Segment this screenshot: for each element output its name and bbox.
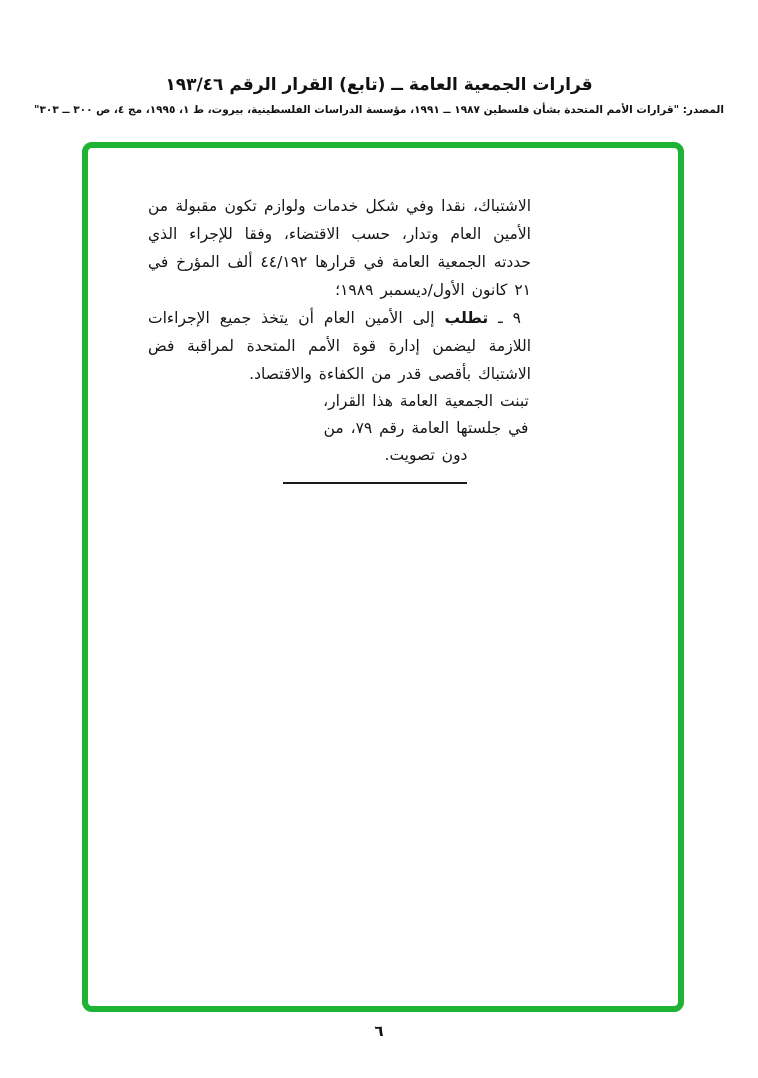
page-number: ٦ [374,1022,384,1040]
document-frame [82,142,684,1012]
paragraph-operative-9 [148,304,531,388]
page-title: قرارات الجمعية العامة ــ (تابع) القرار الرقم ١٩٣/٤٦ [165,75,593,95]
separator-rule [283,482,467,484]
paragraph-continuation: الاشتباك، نقدا وفي شكل خدمات ولوازم تكون مقبولة من الأمين العام وتدار، حسب الاقتضاء، وفقا للإجراء الذي حددته الجمعية العامة في قرارها ٤٤/١٩٢ ألف المؤرخ في ٢١ كانون الأول/ديسمبر ١٩٨٩؛ [148,197,532,299]
operative-verb: تطلب [444,309,489,327]
clause-number: ٩ ـ [498,309,521,327]
clause-text: إلى الأمين العام أن يتخذ جميع الإجراءات اللازمة ليضمن إدارة قوة الأمم المتحدة لمراقبة فض الاشتباك بأقصى قدر من الكفاءة والاقتصاد. [148,309,531,383]
resolution-text-block [148,192,531,484]
adoption-note: تبنت الجمعية العامة هذا القرار، في جلستها العامة رقم ٧٩، من دون تصويت. [323,392,529,464]
source-citation-line: المصدر: "قرارات الأمم المتحدة بشأن فلسطين ١٩٨٧ ــ ١٩٩١، مؤسسة الدراسات الفلسطينية، بيروت، ط ١، ١٩٩٥، مج ٤، ص ٣٠٠ ــ ٣٠٣" [34,104,724,116]
